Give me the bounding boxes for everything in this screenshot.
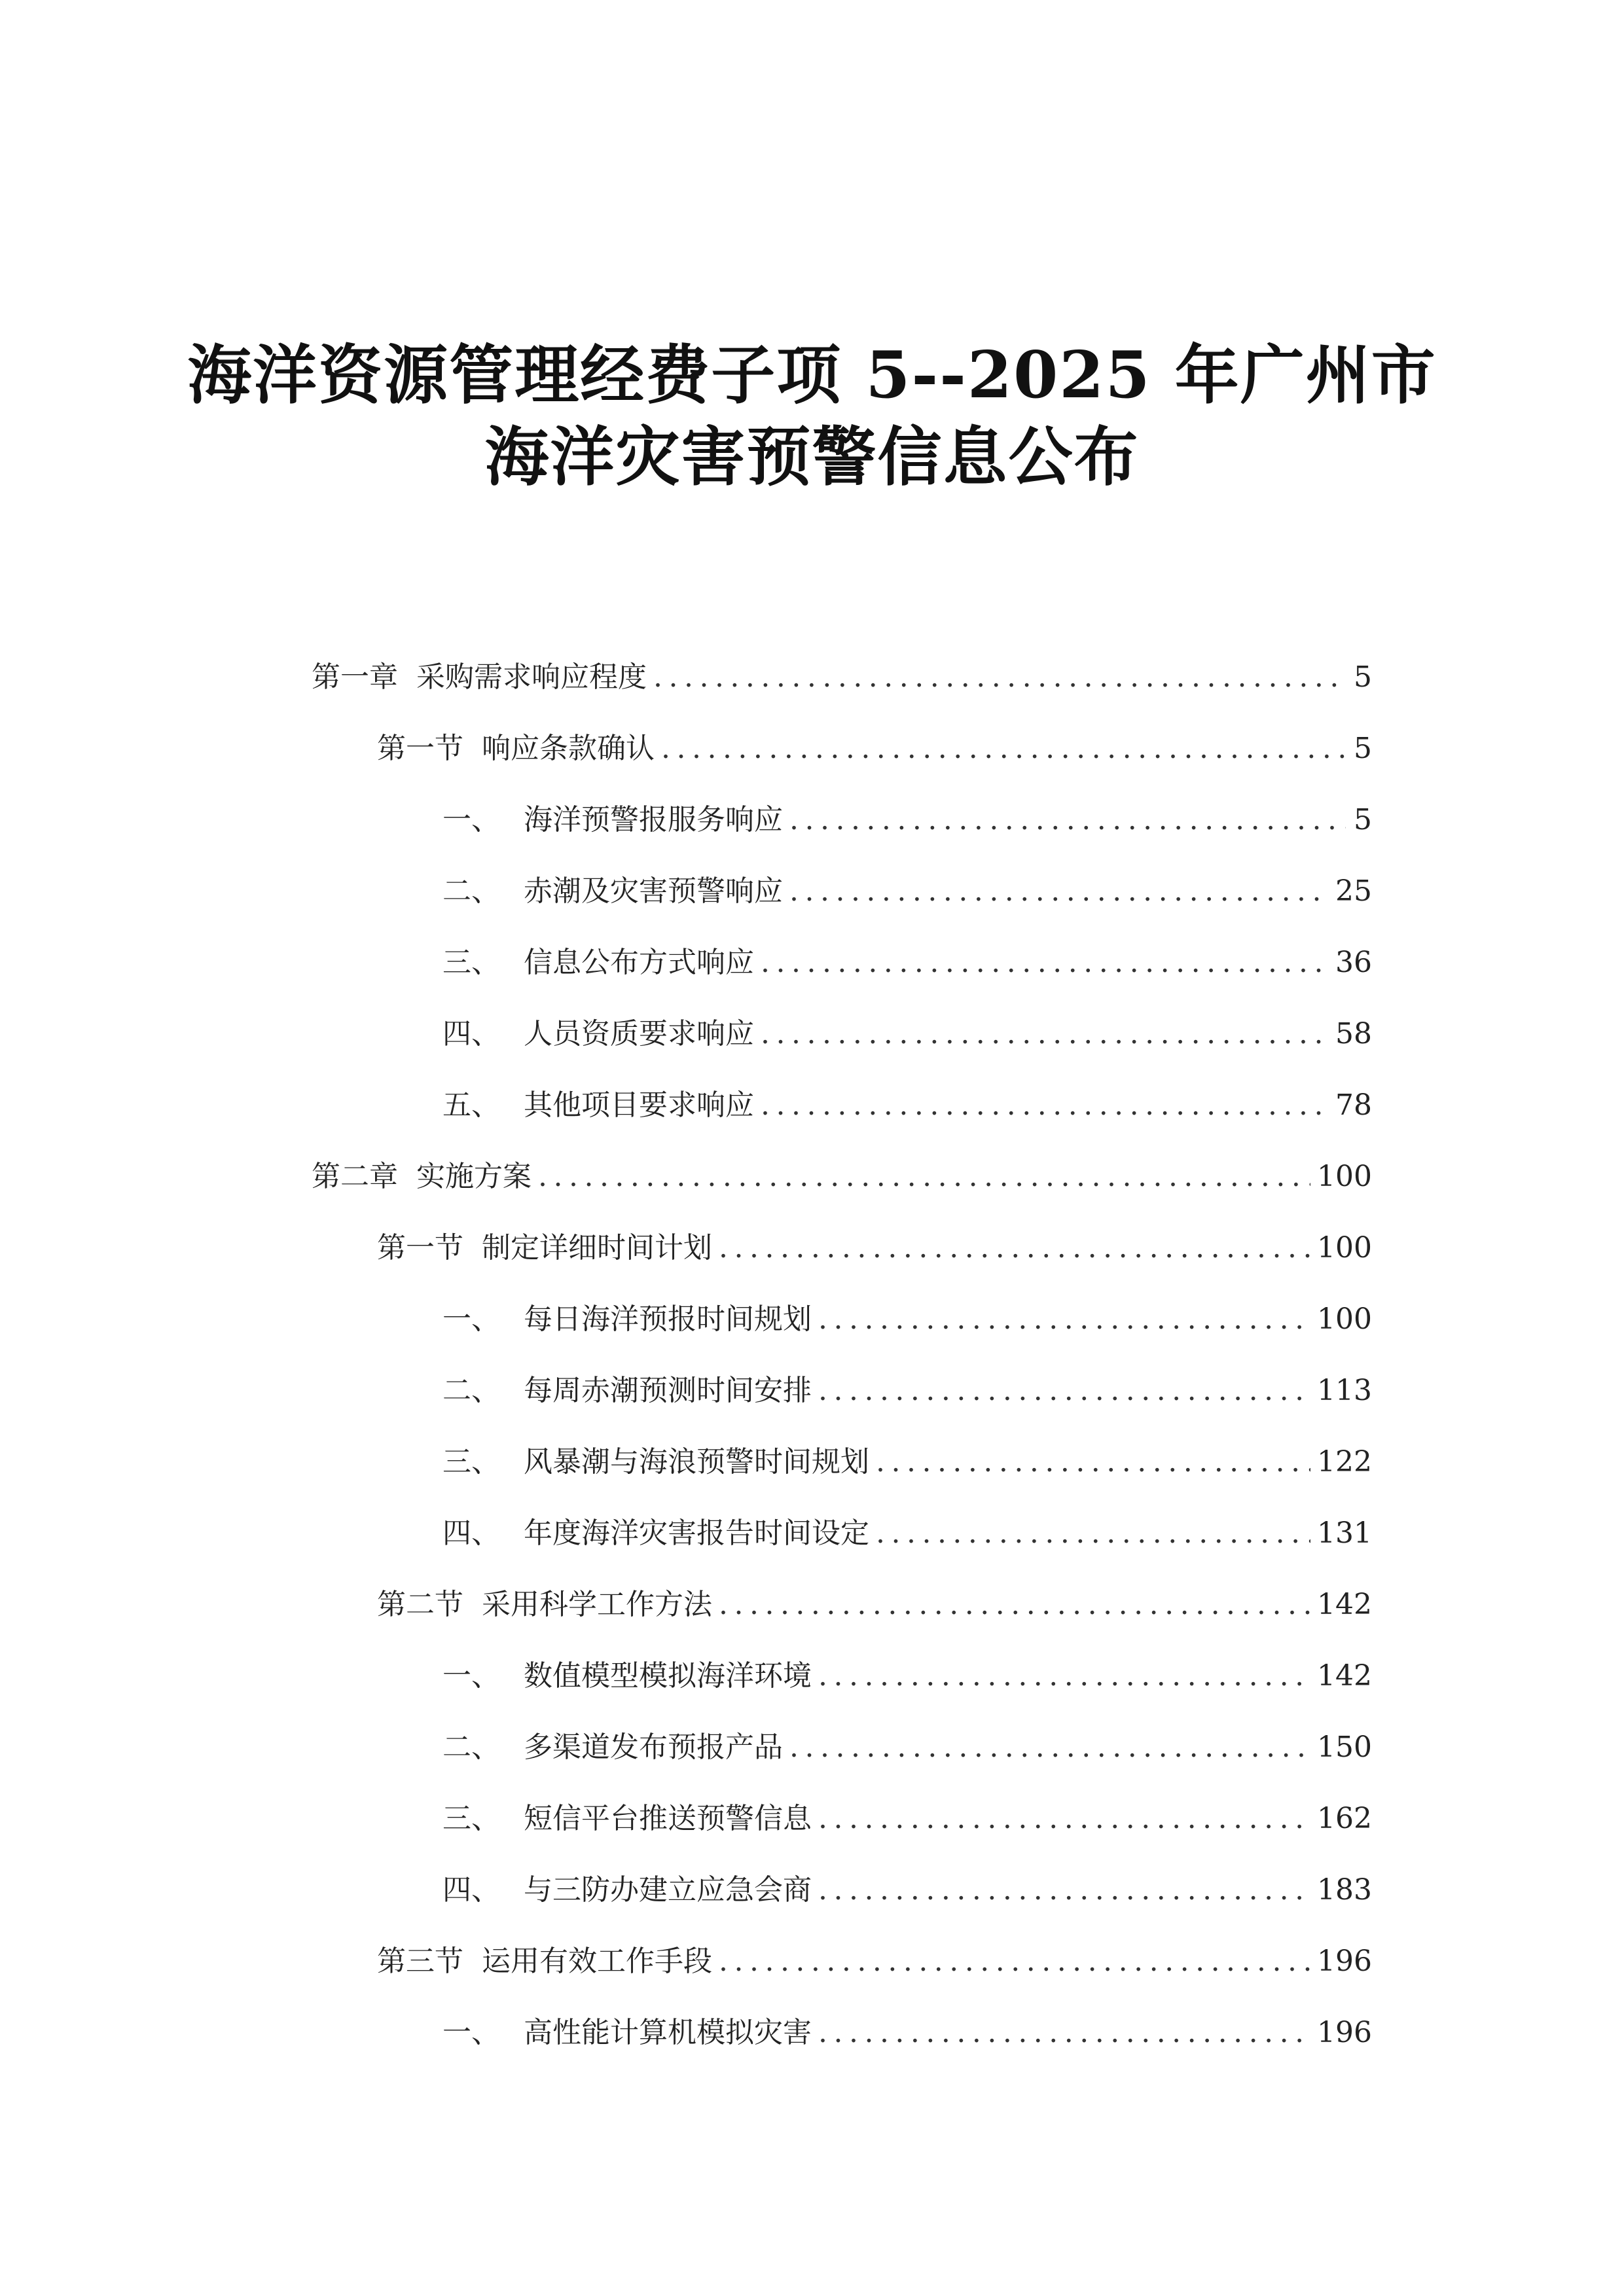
toc-entry-chapter[interactable] [312,655,1372,700]
toc-entry-label: 每日海洋预报时间规划 [524,1302,812,1336]
toc-leader-dots [761,1083,1329,1128]
toc-entry-page: 142 [1317,1588,1372,1621]
toc-entry-chapter[interactable] [312,1154,1372,1200]
toc-leader-dots [789,869,1329,914]
toc-entry-number: 第一节 [377,732,463,765]
toc-entry-page: 100 [1317,1302,1372,1336]
toc-entry-section[interactable] [377,1582,1372,1628]
toc-entry-page: 196 [1317,1945,1372,1978]
toc-entry-item[interactable] [442,1439,1372,1485]
toc-entry-number: 第一节 [377,1231,463,1265]
toc-entry-item[interactable] [442,1796,1372,1842]
toc-entry-label: 实施方案 [416,1160,532,1193]
toc-leader-dots [719,1939,1310,1984]
toc-leader-dots [818,1796,1310,1842]
toc-leader-dots [818,1867,1310,1913]
toc-entry-item[interactable] [442,1297,1372,1342]
toc-entry-item[interactable] [442,1083,1372,1128]
toc-entry-label: 数值模型模拟海洋环境 [524,1659,812,1693]
toc-entry-label: 采购需求响应程度 [416,660,647,694]
toc-entry-number: 五、 [442,1088,500,1122]
toc-leader-dots [538,1154,1310,1200]
toc-leader-dots [789,797,1346,843]
toc-entry-item[interactable] [442,940,1372,986]
toc-entry-number: 一、 [442,2016,500,2049]
toc-entry-label: 与三防办建立应急会商 [524,1873,812,1907]
toc-entry-page: 5 [1354,660,1372,694]
toc-entry-label: 年度海洋灾害报告时间设定 [524,1516,869,1550]
toc-entry-label: 风暴潮与海浪预警时间规划 [524,1445,869,1479]
toc-leader-dots [876,1511,1310,1556]
toc-entry-label: 制定详细时间计划 [482,1231,712,1265]
toc-entry-number: 第二章 [312,1160,398,1193]
toc-entry-item[interactable] [442,797,1372,843]
toc-entry-label: 人员资质要求响应 [524,1017,754,1050]
toc-entry-item[interactable] [442,1867,1372,1913]
toc-entry-page: 78 [1335,1088,1372,1122]
toc-entry-number: 第三节 [377,1945,463,1978]
toc-entry-number: 一、 [442,1659,500,1693]
toc-entry-item[interactable] [442,2010,1372,2056]
toc-leader-dots [719,1582,1310,1628]
toc-leader-dots [818,1368,1310,1414]
toc-leader-dots [761,940,1329,986]
toc-entry-page: 36 [1335,946,1372,979]
toc-entry-number: 一、 [442,803,500,836]
toc-entry-number: 三、 [442,946,500,979]
toc-entry-number: 二、 [442,1374,500,1407]
toc-entry-item[interactable] [442,1653,1372,1699]
toc-entry-page: 183 [1317,1873,1372,1907]
toc-leader-dots [653,655,1346,700]
toc-entry-page: 142 [1317,1659,1372,1693]
toc-entry-number: 第二节 [377,1588,463,1621]
toc-entry-label: 赤潮及灾害预警响应 [524,874,783,908]
toc-entry-page: 5 [1354,732,1372,765]
toc-entry-number: 四、 [442,1017,500,1050]
document-title-line-2: 海洋灾害预警信息公布 [484,420,1140,495]
toc-entry-label: 海洋预警报服务响应 [524,803,783,836]
toc-entry-page: 25 [1335,874,1372,908]
toc-entry-page: 122 [1317,1445,1372,1479]
toc-entry-number: 三、 [442,1802,500,1835]
toc-entry-number: 三、 [442,1445,500,1479]
toc-leader-dots [818,2010,1310,2056]
toc-entry-page: 196 [1317,2016,1372,2049]
toc-leader-dots [719,1225,1310,1271]
toc-entry-item[interactable] [442,1011,1372,1057]
toc-entry-page: 5 [1354,803,1372,836]
toc-entry-label: 短信平台推送预警信息 [524,1802,812,1835]
toc-entry-section[interactable] [377,726,1372,772]
toc-leader-dots [789,1725,1310,1770]
toc-entry-page: 162 [1317,1802,1372,1835]
toc-entry-number: 二、 [442,1731,500,1764]
toc-entry-page: 113 [1317,1374,1372,1407]
toc-entry-section[interactable] [377,1939,1372,1984]
toc-leader-dots [661,726,1346,772]
toc-entry-number: 四、 [442,1516,500,1550]
toc-entry-label: 高性能计算机模拟灾害 [524,2016,812,2049]
toc-leader-dots [818,1297,1310,1342]
toc-entry-page: 131 [1317,1516,1372,1550]
toc-entry-page: 100 [1317,1231,1372,1265]
toc-entry-page: 58 [1335,1017,1372,1050]
toc-entry-item[interactable] [442,1725,1372,1770]
document-title-line-1: 海洋资源管理经费子项 5--2025 年广州市 [187,338,1437,413]
toc-entry-number: 一、 [442,1302,500,1336]
toc-entry-label: 多渠道发布预报产品 [524,1731,783,1764]
toc-entry-item[interactable] [442,1511,1372,1556]
toc-entry-number: 四、 [442,1873,500,1907]
toc-entry-label: 响应条款确认 [482,732,655,765]
toc-leader-dots [818,1653,1310,1699]
toc-entry-number: 第一章 [312,660,398,694]
toc-leader-dots [761,1011,1329,1057]
toc-entry-label: 每周赤潮预测时间安排 [524,1374,812,1407]
toc-entry-label: 采用科学工作方法 [482,1588,712,1621]
toc-entry-item[interactable] [442,1368,1372,1414]
toc-leader-dots [876,1439,1310,1485]
toc-entry-label: 信息公布方式响应 [524,946,754,979]
toc-entry-number: 二、 [442,874,500,908]
toc-entry-page: 100 [1317,1160,1372,1193]
toc-entry-item[interactable] [442,869,1372,914]
toc-entry-label: 运用有效工作手段 [482,1945,712,1978]
toc-entry-page: 150 [1317,1731,1372,1764]
toc-entry-label: 其他项目要求响应 [524,1088,754,1122]
toc-entry-section[interactable] [377,1225,1372,1271]
